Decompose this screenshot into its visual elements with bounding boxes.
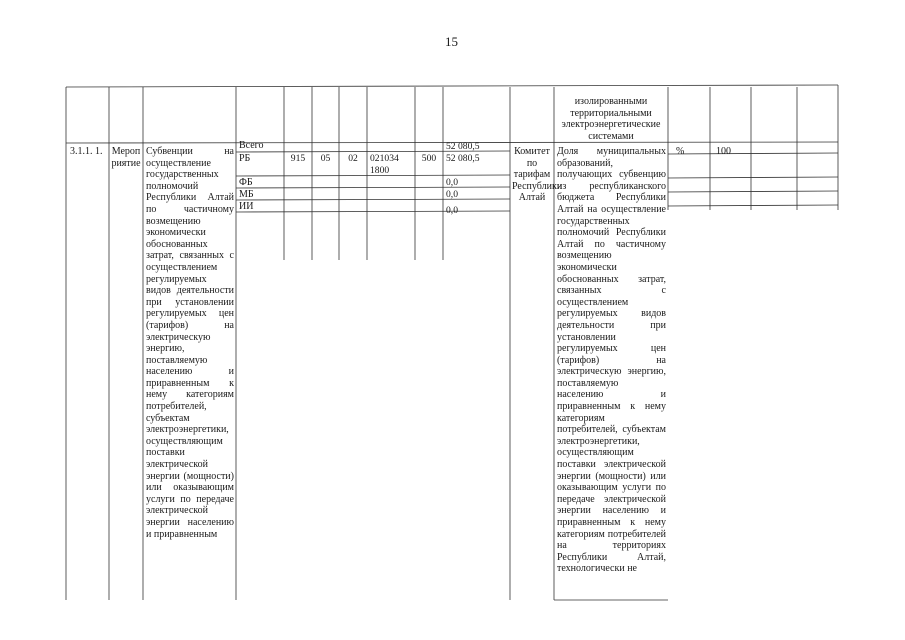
indicator-text: Доля муниципальных образований, получающих субвенцию из республиканского бюджета Республики Алтай на осуществление государственных полномочий Республики Алтай по частичному возмещению экономически обоснованных затрат, связанных с осуществлением регулируемых видов деятельности при установлении регулируемых цен (тарифов) на электрическую энергию, поставляемую населению и приравненным к нему категориям потребителей, субъектам электроэнергетики, осуществляющим поставки электрической энергии (мощности) или оказывающим услуги по передаче электрической энергии населению и приравненным к нему категориям потребителей на территориях Республики Алтай, технологически не xyxy=(557,146,666,575)
indicator-unit: % xyxy=(676,146,685,157)
header-continuation: изолированными территориальными электроэнергетические системами xyxy=(561,96,661,142)
source-label-ii: ИИ xyxy=(239,201,254,212)
source-code5-rb: 500 xyxy=(421,153,437,164)
row-type: Мероприятие xyxy=(111,146,141,169)
source-label-rb: РБ xyxy=(239,153,251,164)
measure-name: Субвенции на осуществление государственных полномочий Республики Алтай по частичному возмещению экономически обоснованных затрат, связанных с осуществлением регулируемых видов деятельности при установлении регулируемых цен (тарифов) на электрическую энергию, поставляемую населению и приравненным к нему категориям потребителей, субъектам электроэнергетики, осуществляющим поставки электрической энергии (мощности) или оказывающим услуги по передаче электрической энергии населению и приравненным xyxy=(146,146,234,540)
source-amount-fb: 0,0 xyxy=(446,177,458,188)
source-amount-ii: 0,0 xyxy=(446,205,458,216)
source-label-mb: МБ xyxy=(239,189,254,200)
indicator-value: 100 xyxy=(716,146,731,157)
executor: Комитет по тарифам Республики Алтай xyxy=(512,146,563,204)
source-label-total: Всего xyxy=(239,140,264,151)
source-amount-rb: 52 080,5 xyxy=(446,153,480,164)
source-amount-mb: 0,0 xyxy=(446,189,458,200)
source-code3-rb: 02 xyxy=(348,153,358,164)
source-code2-rb: 05 xyxy=(320,153,331,164)
source-label-fb: ФБ xyxy=(239,177,253,188)
source-code1-rb: 915 xyxy=(290,153,306,164)
page-number: 15 xyxy=(445,34,458,49)
row-number: 3.1.1. 1. xyxy=(70,146,103,157)
source-code4-rb: 021034 1800 xyxy=(370,153,399,176)
source-amount-total: 52 080,5 xyxy=(446,141,480,152)
